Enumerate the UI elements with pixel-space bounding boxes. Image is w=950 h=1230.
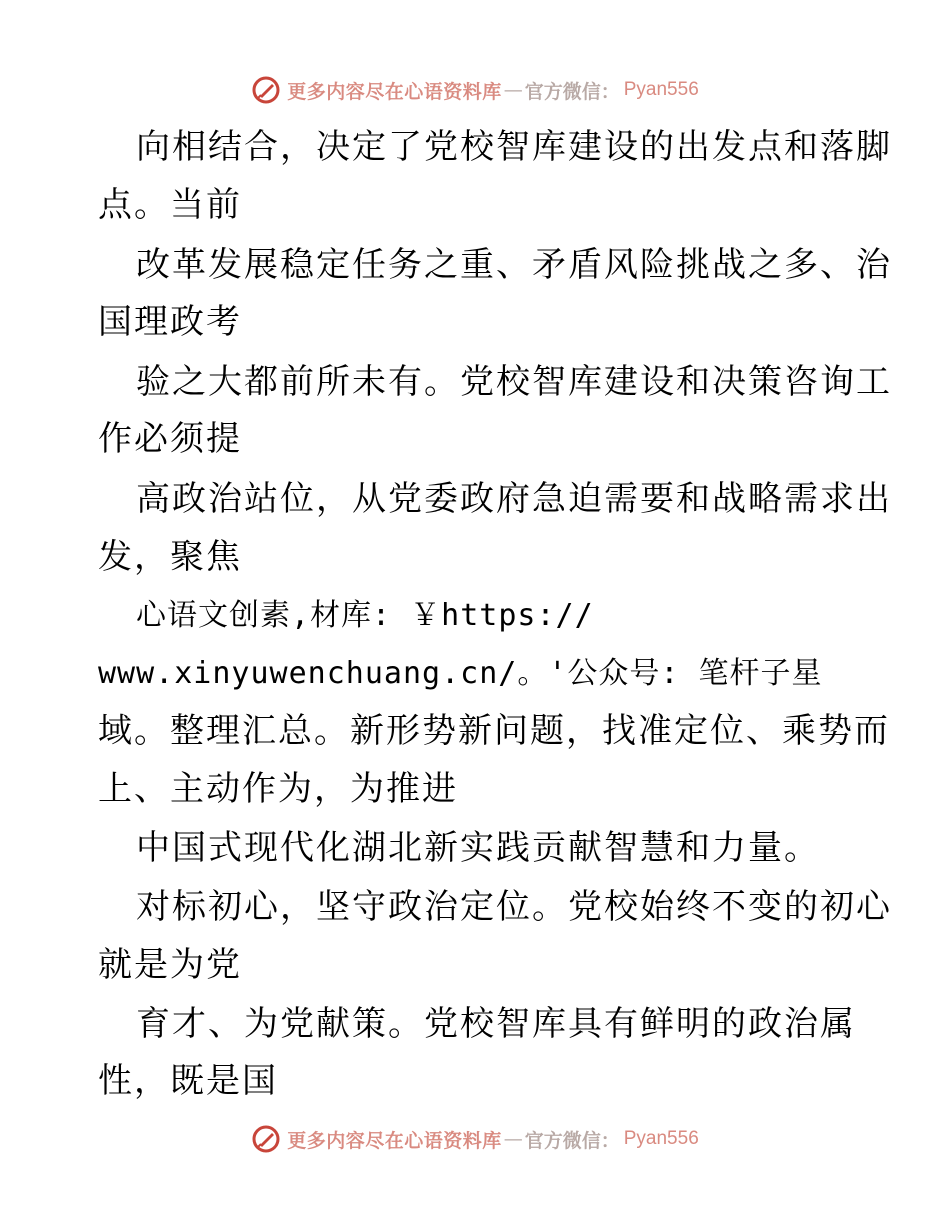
body-line: 中国式现代化湖北新实践贡献智慧和力量。 [136,828,820,868]
quill-logo-icon [251,1124,281,1154]
body-line: 国理政考 [98,302,242,342]
footer-wechat-id: Pyan556 [623,1128,699,1149]
footer-watermark [0,1119,950,1159]
header-watermark [0,70,950,110]
footer-separator: — [503,1128,523,1150]
body-line: 向相结合，决定了党校智库建设的出发点和落脚 [136,127,892,167]
body-line: 点。当前 [98,185,242,225]
body-line-url: www.xinyuwenchuang.cn/。'公众号: 笔杆子星 [98,656,823,691]
body-line: 就是为党 [98,945,242,985]
body-line: 上、主动作为，为推进 [98,769,458,809]
footer-wechat-label: 官方微信： [524,1129,620,1152]
body-line: 域。整理汇总。新形势新问题，找准定位、乘势而 [98,711,890,751]
header-wechat-id: Pyan556 [623,79,699,100]
body-line: 育才、为党献策。党校智库具有鲜明的政治属 [136,1004,856,1044]
body-line: 验之大都前所未有。党校智库建设和决策咨询工 [136,362,892,402]
quill-logo-icon [251,75,281,105]
body-line: 高政治站位，从党委政府急迫需要和战略需求出 [136,479,892,519]
body-line: 对标初心，坚守政治定位。党校始终不变的初心 [136,887,892,927]
body-line: 改革发展稳定任务之重、矛盾风险挑战之多、治 [136,245,892,285]
header-wechat-label: 官方微信： [524,80,620,103]
body-line: 发，聚焦 [98,537,242,577]
header-site-text: 更多内容尽在心语资料库 [287,80,502,103]
footer-site-text: 更多内容尽在心语资料库 [287,1129,502,1152]
body-line: 性，既是国 [98,1061,278,1101]
body-line: 作必须提 [98,419,242,459]
body-line: 心语文创素,材库: ￥https:// [136,598,594,633]
header-separator: — [503,79,523,101]
